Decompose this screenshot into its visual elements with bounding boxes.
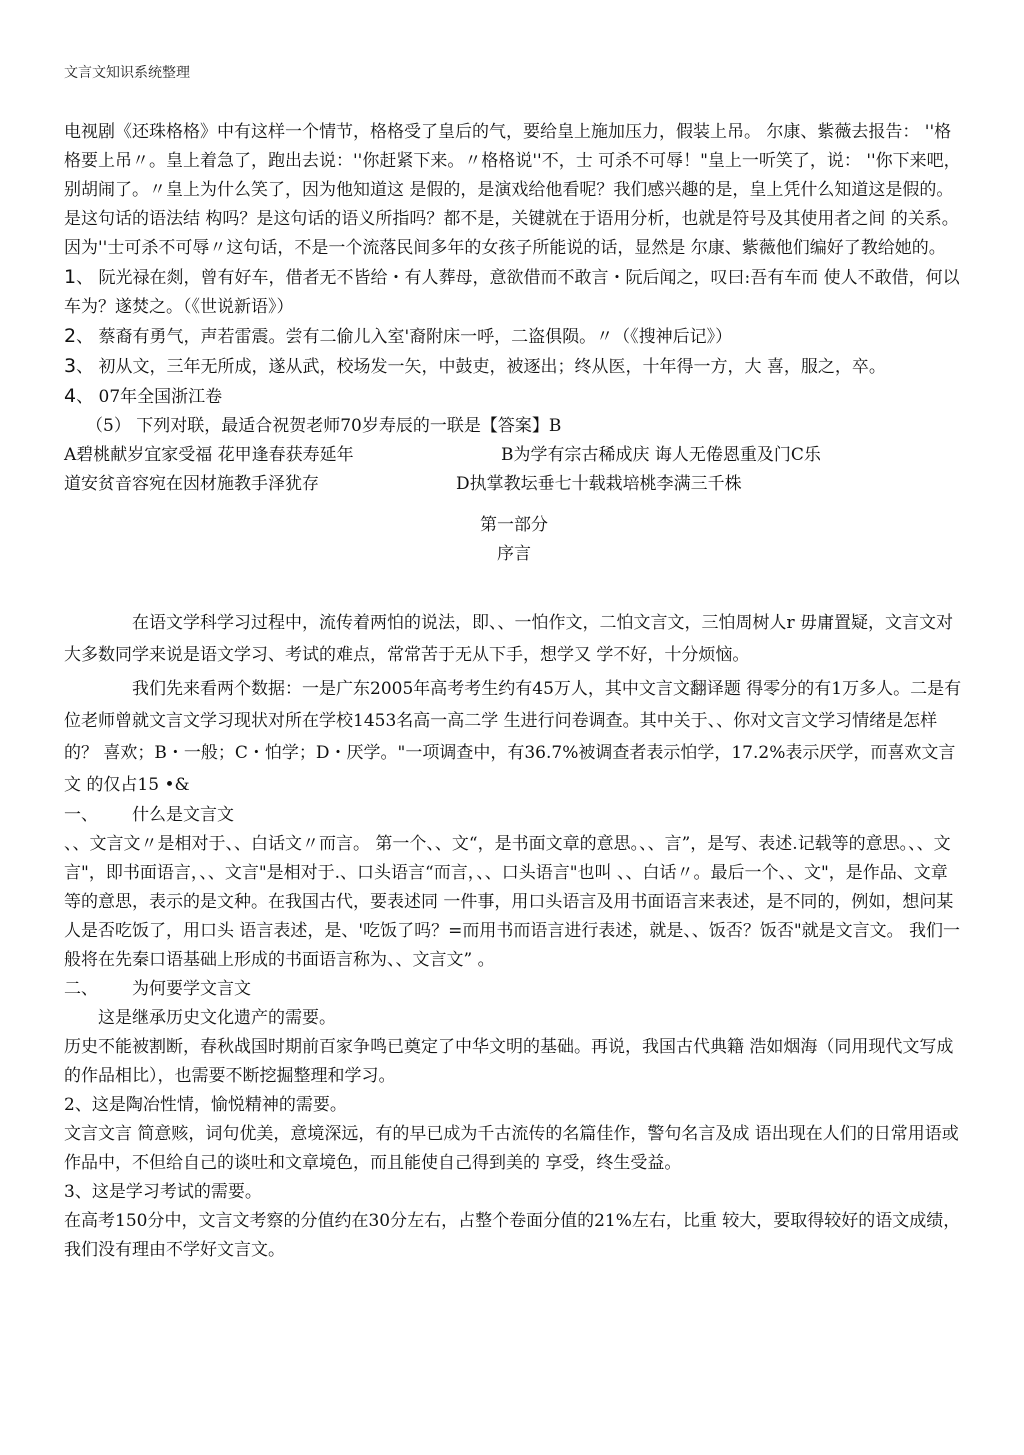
option-a: A碧桃献岁宜家受福 花甲逢春获寿延年 (64, 445, 354, 465)
part-title: 第一部分 (480, 515, 548, 535)
section-number: 一、 (64, 805, 98, 825)
section-heading (64, 801, 964, 830)
reason-body: 在高考150分中，文言文考察的分值约在30分左右，占整个卷面分值的21%左右，比重 较大，要取得较好的语文成绩，我们没有理由不学好文言文。 (64, 1211, 961, 1260)
section-body: 、、文言文〃是相对于、、白话文〃而言。 第一个、、文“，是书面文章的意思。、、言”，是写、表述.记载等的意思。、、文言"，即书面语言，、、文言"是相对于.、口头语言“而言，、、口头语言"也叫 、、白话〃。最后一个、、文"，是作品、文章等的意思，表示的是文种。在我国古代，要表述同 一件事，用口头语言及用书面语言来表述，是不同的，例如，想问某人是否吃饭了，用口头 语言表述，是、'吃饭了吗？=而用书而语言进行表述，就是、、饭否？饭否"就是文言文。 我们一般将在先秦口语基础上形成的书面语言称为、、文言文” 。 (64, 834, 961, 970)
example-item (64, 322, 964, 352)
section-heading (64, 975, 964, 1004)
preface-paragraph: 在语文学科学习过程中，流传着两怕的说法，即、、一怕作文，二怕文言文，三怕周树人r 毋庸置疑，文言文对大多数同学来说是语文学习、考试的难点，常常苦于无从下手，想学又 学不好，十分烦恼。 (64, 613, 954, 665)
intro-paragraph: 电视剧《还珠格格》中有这样一个情节，格格受了皇后的气，要给皇上施加压力，假装上吊。 尔康、紫薇去报告： ''格格要上吊〃。皇上着急了，跑出去说：''你赶紧下来。〃格格说''不，士 可杀不可辱！"皇上一听笑了，说： ''你下来吧，别胡闹了。〃皇上为什么笑了，因为他知道这 是假的，是演戏给他看呢？我们感兴趣的是，皇上凭什么知道这是假的。是这句话的语法结 构吗？是这句话的语义所指吗？都不是，关键就在于语用分析，也就是符号及其使用者之间 的关系。因为''士可杀不可辱〃这句话，不是一个流落民间多年的女孩子所能说的话，显然是 尔康、紫薇他们编好了教给她的。 (64, 122, 961, 258)
section-number: 二、 (64, 979, 98, 999)
answer-options (64, 441, 964, 499)
example-text: 、 07年全国浙江卷 (76, 387, 223, 407)
option-b: B为学有宗古稀成庆 诲人无倦恩重及门C乐 (501, 445, 821, 465)
preface-paragraph: 我们先来看两个数据：一是广东2005年高考考生约有45万人，其中文言文翻译题 得零分的有1万多人。二是有位老师曾就文言文学习现状对所在学校1453名高一高二学 生进行问卷调查。其中关于、、你对文言文学习情绪是怎样的？ 喜欢；B・一般；C・怕学；D・厌学。"一项调查中，有36.7%被调查者表示怕学，17.2%表示厌学，而喜欢文言文 的仅占15 •& (64, 679, 962, 795)
page-header: 文言文知识系统整理 (64, 65, 190, 81)
section-title: 什么是文言文 (132, 805, 234, 825)
reason-body: 文言文言 简意赅，词句优美，意境深远，有的早已成为千古流传的名篇佳作，警句名言及成 语出现在人们的日常用语或作品中，不但给自己的谈吐和文章境色，而且能使自己得到美的 享受，终生受益。 (64, 1124, 959, 1173)
example-text: 、 阮光禄在剡，曾有好车，借者无不皆给・有人葬母，意欲借而不敢言・阮后闻之，叹曰:吾有车而 使人不敢借，何以车为？遂焚之。（《世说新语》） (64, 268, 960, 317)
reason-title: 3、这是学习考试的需要。 (64, 1182, 262, 1202)
option-c: 道安贫音容宛在因材施教手泽犹存 (64, 474, 319, 494)
document-body (64, 118, 964, 1265)
example-text: 、 蔡裔有勇气，声若雷震。尝有二偷儿入室'裔附床一呼，二盗俱陨。〃（《搜神后记》） (76, 327, 733, 347)
part-subtitle: 序言 (497, 544, 531, 564)
example-item (64, 382, 964, 412)
reason-body: 历史不能被割断，春秋战国时期前百家争鸣已奠定了中华文明的基础。再说，我国古代典籍 浩如烟海（同用现代文写成的作品相比），也需要不断挖掘整理和学习。 (64, 1037, 954, 1086)
example-number: 2 (64, 325, 77, 347)
example-text: 、 初从文，三年无所成，遂从武，校场发一矢，中鼓吏，被逐出；终从医，十年得一方，大 喜，服之，卒。 (76, 357, 886, 377)
example-item (64, 352, 964, 382)
example-number: 3 (64, 355, 77, 377)
option-d: D执掌教坛垂七十载栽培桃李满三千株 (456, 474, 742, 494)
reason-title: 2、这是陶冶性情，愉悦精神的需要。 (64, 1095, 347, 1115)
reason-title: 这是继承历史文化遗产的需要。 (98, 1008, 336, 1028)
example-item (64, 263, 964, 322)
example-number: 4 (64, 385, 77, 407)
section-title: 为何要学文言文 (132, 979, 251, 999)
example-number: 1 (64, 266, 77, 288)
question-text: （5） 下列对联，最适合祝贺老师70岁寿辰的一联是【答案】B (86, 416, 562, 436)
